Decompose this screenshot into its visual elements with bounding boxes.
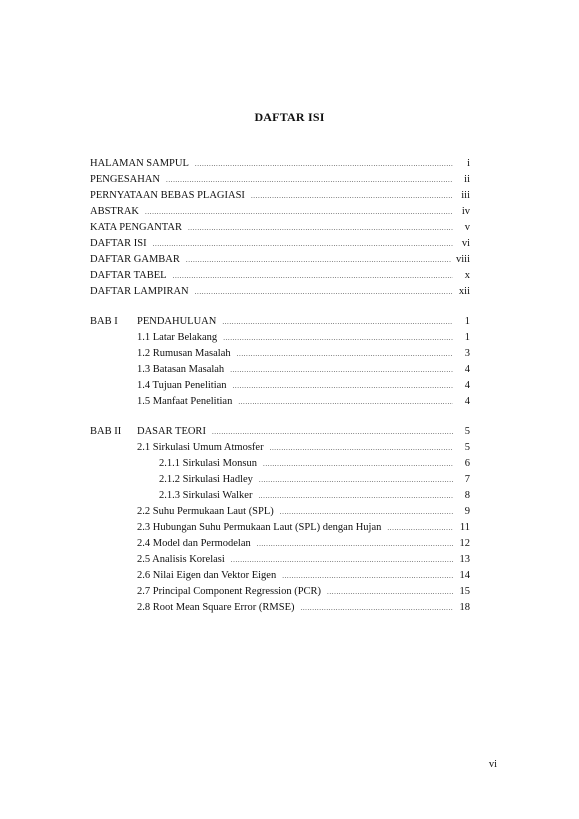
toc-label: 2.7 Principal Component Regression (PCR): [137, 586, 322, 597]
toc-page: v: [464, 222, 470, 233]
toc-page: iii: [461, 190, 470, 201]
toc-section-entry: [137, 584, 470, 599]
dot-leader: [327, 585, 453, 600]
toc-subsection-entry: [159, 472, 470, 487]
dot-leader: [212, 425, 453, 440]
toc-section-entry: [137, 552, 470, 567]
chapter-title: DASAR TEORI: [137, 426, 206, 437]
toc-page: viii: [455, 254, 470, 265]
toc-page: vi: [461, 238, 470, 249]
toc-entry: [90, 268, 470, 283]
toc-label: 1.5 Manfaat Penelitian: [137, 396, 233, 407]
dot-leader: [153, 237, 453, 252]
dot-leader: [223, 331, 453, 346]
toc-section-entry: [137, 440, 470, 455]
toc-label: DAFTAR LAMPIRAN: [90, 286, 189, 297]
toc-label: DAFTAR TABEL: [90, 270, 167, 281]
toc-page: 5: [464, 442, 470, 453]
toc-label: 2.1 Sirkulasi Umum Atmosfer: [137, 442, 264, 453]
toc-page: 4: [464, 364, 470, 375]
dot-leader: [237, 347, 453, 362]
dot-leader: [230, 363, 453, 378]
toc-chapter-label: [90, 424, 206, 439]
toc-label: 2.6 Nilai Eigen dan Vektor Eigen: [137, 570, 277, 581]
toc-section-entry: [137, 362, 470, 377]
dot-leader: [280, 505, 453, 520]
toc-entry: [90, 156, 470, 171]
toc-page: 12: [459, 538, 470, 549]
toc-page: 18: [459, 602, 470, 613]
toc-entry: [90, 220, 470, 235]
dot-leader: [387, 521, 453, 536]
dot-leader: [257, 537, 453, 552]
dot-leader: [251, 189, 453, 204]
toc-label: 2.2 Suhu Permukaan Laut (SPL): [137, 506, 274, 517]
toc-page: 7: [464, 474, 470, 485]
toc-label: DAFTAR GAMBAR: [90, 254, 180, 265]
dot-leader: [282, 569, 453, 584]
toc-label: PENGESAHAN: [90, 174, 161, 185]
dot-leader: [233, 379, 453, 394]
toc-page: 15: [459, 586, 470, 597]
toc-page: 6: [464, 458, 470, 469]
toc-subsection-entry: [159, 456, 470, 471]
toc-label: KATA PENGANTAR: [90, 222, 182, 233]
toc-entry: [90, 284, 470, 299]
toc-section-entry: [137, 394, 470, 409]
toc-page: 5: [464, 426, 470, 437]
toc-page: 4: [464, 380, 470, 391]
toc-label: 1.1 Latar Belakang: [137, 332, 218, 343]
toc-label: PERNYATAAN BEBAS PLAGIASI: [90, 190, 245, 201]
toc-page: 3: [464, 348, 470, 359]
toc-label: 2.1.3 Sirkulasi Walker: [159, 490, 253, 501]
dot-leader: [258, 489, 453, 504]
toc-page: 13: [459, 554, 470, 565]
toc-section-entry: [137, 330, 470, 345]
dot-leader: [195, 285, 453, 300]
dot-leader: [173, 269, 453, 284]
dot-leader: [188, 221, 453, 236]
dot-leader: [259, 473, 453, 488]
toc-page: ii: [464, 174, 470, 185]
dot-leader: [238, 395, 453, 410]
dot-leader: [186, 253, 451, 268]
dot-leader: [222, 315, 453, 330]
toc-page: 4: [464, 396, 470, 407]
toc-page: 14: [459, 570, 470, 581]
toc-page: 11: [459, 522, 470, 533]
toc-entry: [90, 172, 470, 187]
chapter-title: PENDAHULUAN: [137, 316, 217, 327]
toc-page: iv: [461, 206, 470, 217]
dot-leader: [166, 173, 453, 188]
toc-chapter-entry: [90, 424, 470, 439]
toc-label: 1.4 Tujuan Penelitian: [137, 380, 227, 391]
page-title: DAFTAR ISI: [254, 110, 325, 124]
toc-section-entry: [137, 378, 470, 393]
toc-subsection-entry: [159, 488, 470, 503]
toc-page: i: [467, 158, 470, 169]
toc-chapter-label: [90, 314, 216, 329]
toc-label: 2.8 Root Mean Square Error (RMSE): [137, 602, 295, 613]
dot-leader: [195, 157, 453, 172]
toc-label: HALAMAN SAMPUL: [90, 158, 189, 169]
dot-leader: [263, 457, 453, 472]
toc-entry: [90, 252, 470, 267]
toc-section-entry: [137, 536, 470, 551]
dot-leader: [145, 205, 453, 220]
toc-section-entry: [137, 346, 470, 361]
toc-label: 2.1.1 Sirkulasi Monsun: [159, 458, 258, 469]
toc-label: ABSTRAK: [90, 206, 140, 217]
toc-label: 2.4 Model dan Permodelan: [137, 538, 251, 549]
toc-page: x: [464, 270, 470, 281]
chapter-number: BAB II: [90, 426, 122, 437]
dot-leader: [270, 441, 453, 456]
toc-label: 2.1.2 Sirkulasi Hadley: [159, 474, 253, 485]
page-number: vi: [488, 759, 497, 770]
toc-label: DAFTAR ISI: [90, 238, 147, 249]
toc-chapter-entry: [90, 314, 470, 329]
toc-page: 8: [464, 490, 470, 501]
toc-entry: [90, 188, 470, 203]
toc-page: xii: [458, 286, 470, 297]
toc-entry: [90, 204, 470, 219]
toc-label: 1.3 Batasan Masalah: [137, 364, 225, 375]
toc-section-entry: [137, 520, 470, 535]
toc-page: 1: [464, 316, 470, 327]
toc-label: 2.3 Hubungan Suhu Permukaan Laut (SPL) dengan Hujan: [137, 522, 382, 533]
toc-section-entry: [137, 504, 470, 519]
toc-label: 1.2 Rumusan Masalah: [137, 348, 231, 359]
toc-section-entry: [137, 568, 470, 583]
toc-page: 1: [464, 332, 470, 343]
dot-leader: [231, 553, 453, 568]
toc-page: 9: [464, 506, 470, 517]
toc-entry: [90, 236, 470, 251]
dot-leader: [300, 601, 453, 616]
toc-label: 2.5 Analisis Korelasi: [137, 554, 225, 565]
chapter-number: BAB I: [90, 316, 118, 327]
toc-section-entry: [137, 600, 470, 615]
